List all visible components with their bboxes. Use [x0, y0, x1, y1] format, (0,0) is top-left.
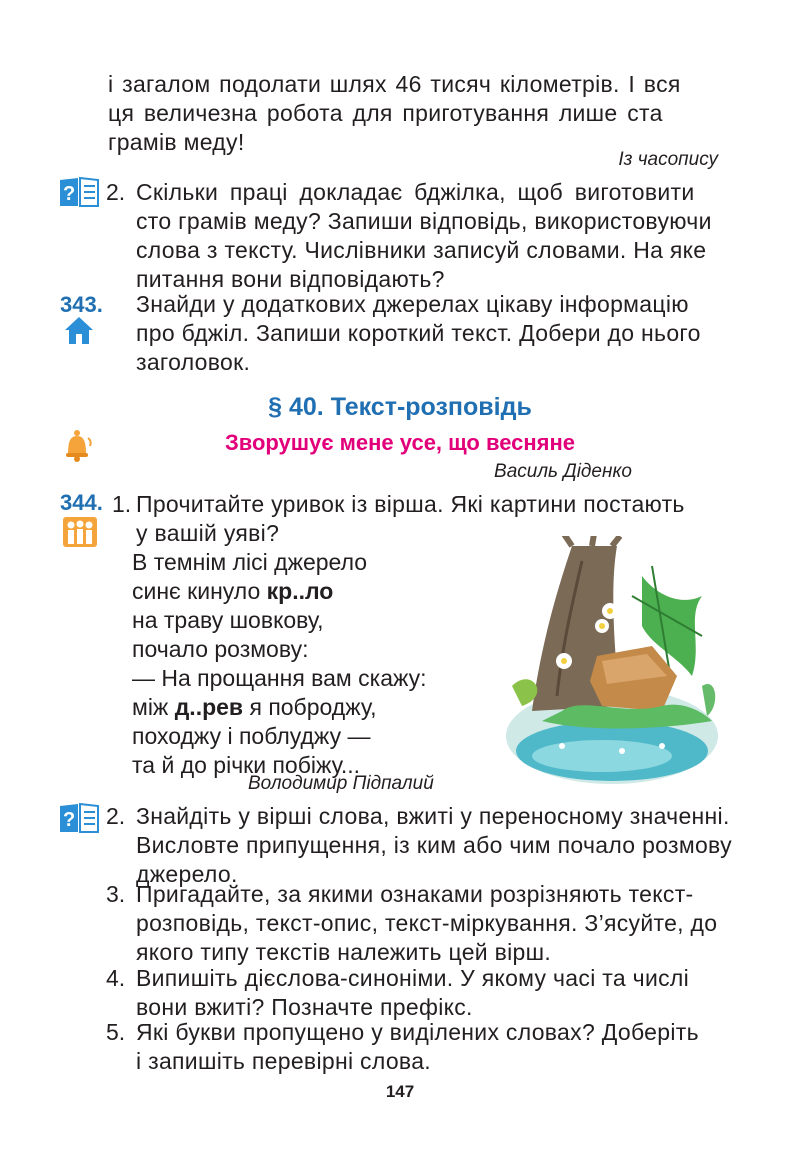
poem-line-8: та й до річки побіжу... — [132, 752, 361, 778]
exercise-344-item-2-line-2: Висловте припущення, із ким або чим почало розмову — [136, 832, 732, 858]
subtitle-author: Василь Діденко — [494, 461, 632, 482]
exercise-344-item-2-number: 2. — [106, 803, 126, 829]
poem-line-7: походжу і поблуджу — — [132, 723, 371, 749]
poem-author: Володимир Підпалий — [248, 773, 434, 794]
exercise-344-item-1-number: 1. — [112, 491, 132, 517]
task-2-number: 2. — [106, 179, 126, 205]
question-book-icon — [58, 802, 100, 839]
exercise-344-item-5-number: 5. — [106, 1019, 126, 1045]
exercise-343-line-2: про бджіл. Запиши короткий текст. Добери до нього — [136, 320, 701, 346]
poem-highlighted-word-2: д..рев — [174, 694, 244, 720]
task-2-line-3: слова з тексту. Числівники записуй словами. На яке — [136, 237, 707, 263]
intro-source: Із часопису — [618, 149, 718, 170]
intro-line-2: ця величезна робота для приготування лише ста — [108, 100, 663, 126]
exercise-344-item-4-line-2: вони вжиті? Позначте префікс. — [136, 994, 473, 1020]
poem-line-4: почало розмову: — [132, 636, 309, 662]
poem-line-6 — [132, 693, 376, 722]
poem-line-3: на траву шовкову, — [132, 607, 324, 633]
exercise-344-item-1-line-2: у вашій уяві? — [136, 520, 280, 546]
poem-line-2 — [132, 577, 333, 606]
exercise-344-item-3-line-2: розповідь, текст-опис, текст-міркування. З’ясуйте, до — [136, 910, 718, 936]
task-2-line-2: сто грамів меду? Запиши відповідь, використовуючи — [136, 208, 712, 234]
exercise-344-item-3-number: 3. — [106, 881, 126, 907]
exercise-344-item-2-line-1: Знайдіть у вірші слова, вжиті у переносному значенні. — [136, 803, 730, 829]
exercise-343-number: 343. — [60, 292, 103, 317]
poem-highlighted-word-1: кр..ло — [266, 578, 334, 604]
group-reading-icon — [62, 516, 98, 553]
exercise-344-item-5-line-1: Які букви пропущено у виділених словах? Доберіть — [136, 1019, 699, 1045]
exercise-344-item-3-line-1: Пригадайте, за якими ознаками розрізняють текст- — [136, 881, 694, 907]
section-title: § 40. Текст-розповідь — [268, 393, 532, 421]
svg-text:?: ? — [63, 183, 76, 205]
exercise-344-item-4-number: 4. — [106, 965, 126, 991]
poem-line-1: В темнім лісі джерело — [132, 549, 368, 575]
exercise-344-number: 344. — [60, 490, 103, 515]
exercise-344-item-4-line-1: Випишіть дієслова-синоніми. У якому часі та числі — [136, 965, 690, 991]
task-2-line-4: питання вони відповідають? — [136, 266, 445, 292]
question-book-icon — [58, 176, 100, 213]
exercise-344-item-2-line-3: джерело. — [136, 861, 238, 887]
exercise-344-item-5-line-2: і запишіть перевірні слова. — [136, 1048, 431, 1074]
intro-line-3: грамів меду! — [108, 129, 245, 155]
exercise-344-item-3-line-3: якого типу текстів належить цей вірш. — [136, 939, 552, 965]
forest-spring-illustration — [502, 536, 722, 793]
poem-line-6-post: я поброджу, — [243, 694, 377, 720]
exercise-343-line-3: заголовок. — [136, 349, 251, 375]
poem-line-6-pre: між — [132, 694, 175, 720]
exercise-344-item-1-line-1: Прочитайте уривок із вірша. Які картини постають — [136, 491, 685, 517]
svg-text:?: ? — [63, 809, 76, 831]
poem-line-2-text: синє кинуло — [132, 578, 267, 604]
section-subtitle: Зворушує мене усе, що весняне — [224, 430, 576, 455]
home-icon — [63, 315, 95, 350]
exercise-343-line-1: Знайди у додаткових джерелах цікаву інформацію — [136, 291, 689, 317]
intro-line-1: і загалом подолати шлях 46 тисяч кілометрів. І вся — [108, 71, 681, 97]
poem-line-5: — На прощання вам скажу: — [132, 665, 427, 691]
task-2-line-1: Скільки праці докладає бджілка, щоб виготовити — [136, 179, 695, 205]
page-number: 147 — [385, 1082, 415, 1101]
